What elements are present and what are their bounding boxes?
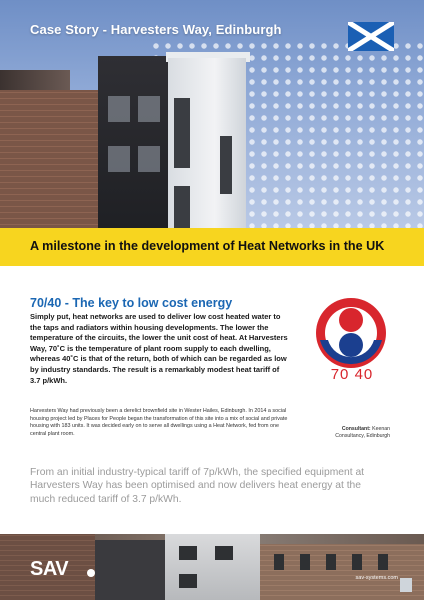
sav-logo: SAV: [30, 558, 69, 580]
sav-logo-dot-icon: [87, 569, 95, 577]
70-40-logo-icon: [314, 296, 388, 370]
headline-banner: [0, 228, 424, 266]
hero-photo: [0, 0, 424, 228]
section-title: 70/40 - The key to low cost energy: [30, 296, 233, 310]
logo-numbers: [316, 366, 388, 383]
consultant-credit: [318, 426, 390, 440]
lead-paragraph: Simply put, heat networks are used to deliver low cost heated water to the taps and radiators within housing developments. The lower the temperature of the circuits, the lower the unit cost of heat. At Harvesters Way, 70˚C is the temperature of plant room supply to each dwelling, whereas 40˚C is that of the return, both of which can be regarded as low by industry standards. The result is a remarkably modest heat tariff of 3.7 p/kWh.: [30, 312, 288, 385]
scotland-flag-icon: [348, 22, 394, 51]
body-paragraph: Harvesters Way had previously been a derelict brownfield site in Wester Hailes, Edinburgh. In 2014 a social housing project led by Places for People began the transformation of this site into a mix of social and private housing with 183 units. It was decided early on to serve all dwellings using a Heat Network, fed from one central plant room.: [30, 408, 288, 438]
footer-brick-terrace: [260, 544, 424, 600]
banner-headline: A milestone in the development of Heat Networks in the UK: [30, 239, 385, 253]
page-title: Case Story - Harvesters Way, Edinburgh: [30, 22, 282, 37]
brick-building: [0, 90, 110, 228]
footer-light-building: [165, 534, 260, 600]
consultant-company: Consultancy, Edinburgh: [335, 433, 390, 439]
consultant-label: Consultant:: [341, 426, 371, 432]
consultant-name: Keenan: [372, 426, 390, 432]
white-building: [168, 58, 246, 228]
dark-clad-building: [98, 56, 172, 228]
pull-quote: From an initial industry-typical tariff of 7p/kWh, the specified equipment at Harvesters Way has been optimised and now delivers heat energy at the much reduced tariff of 3.7 p/kWh.: [30, 467, 365, 505]
logo-number-left: 70: [330, 366, 350, 383]
footer-dark-building: [95, 540, 165, 600]
logo-number-right: 40: [354, 366, 374, 383]
website-link[interactable]: sav-systems.com: [355, 575, 398, 581]
